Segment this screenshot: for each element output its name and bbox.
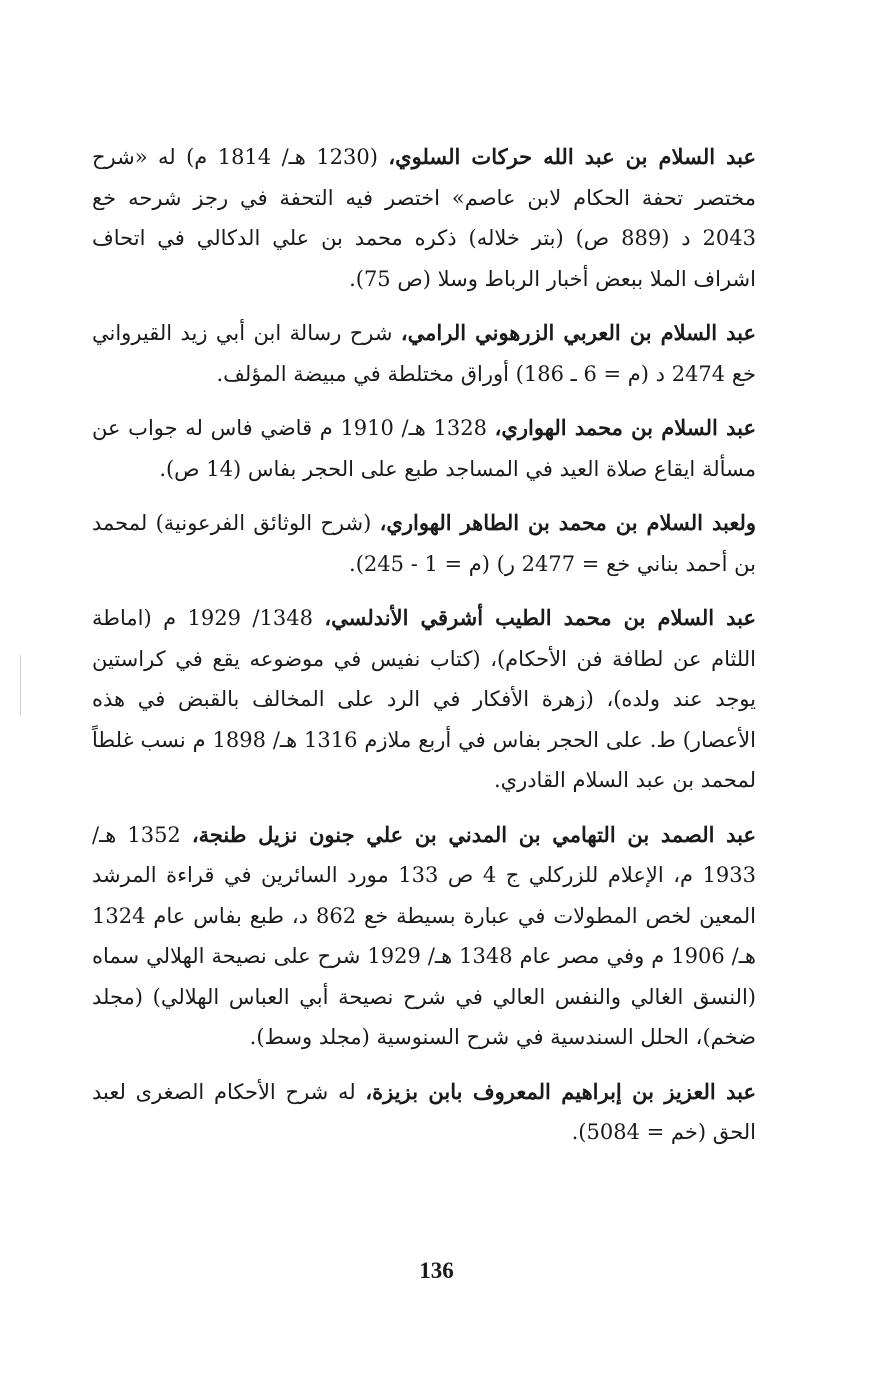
entry-2-body: شرح رسالة ابن أبي زيد القيرواني خع 2474 د (م = 6 ـ 186) أوراق مختلطة في مبيضة المؤلف.	[92, 321, 756, 386]
entry-3-body: 1328 هـ/ 1910 م قاضي فاس له جواب عن مسألة ايقاع صلاة العيد في المساجد طبع على الحجر بفاس (14 ص).	[92, 416, 756, 481]
entry-6-name: عبد الصمد بن التهامي بن المدني بن علي جنون نزيل طنجة،	[191, 821, 756, 847]
entry-7	[92, 1072, 756, 1153]
entry-2-name: عبد السلام بن العربي الزرهوني الرامي،	[400, 320, 756, 345]
entry-6-body: 1352 هـ/ 1933 م، الإعلام للزركلي ج 4 ص 133 مورد السائرين في قراءة المرشد المعين لخص المطولات في عبارة بسيطة خع 862 د، طبع بفاس عام 1324 هـ/ 1906 م وفي مصر عام 1348 هـ/ 1929 شرح على نصيحة الهلالي سماه (النسق الغالي والنفس العالي في شرح نصيحة أبي العباس الهلالي) (مجلد ضخم)، الحلل السندسية في شرح السنوسية (مجلد وسط).	[92, 822, 756, 1049]
entry-3	[92, 408, 756, 489]
entry-4-body: (شرح الوثائق الفرعونية) لمحمد بن أحمد بناني خع = 2477 ر) (م = 1 - 245).	[92, 511, 756, 576]
entries-column	[92, 137, 756, 1167]
entry-2	[92, 313, 756, 394]
entry-6	[92, 815, 756, 1058]
entry-5-body: 1348/ 1929 م (اماطة اللثام عن لطافة فن الأحكام)، (كتاب نفيس في موضوعه يقع في كراستين يوجد عند ولده)، (زهرة الأفكار في الرد على المخالف بالقبض في هذه الأعصار) ط. على الحجر بفاس في أربع ملازم 1316 هـ/ 1898 م نسب غلطاً لمحمد بن عبد السلام القادري.	[92, 606, 756, 792]
entry-5-name: عبد السلام بن محمد الطيب أشرقي الأندلسي،	[324, 605, 757, 630]
entry-3-name: عبد السلام بن محمد الهواري،	[494, 415, 756, 440]
entry-7-body: له شرح الأحكام الصغرى لعبد الحق (خم = 5084).	[92, 1079, 756, 1144]
entry-5	[92, 598, 756, 801]
entry-1-body: (1230 هـ/ 1814 م) له «شرح مختصر تحفة الحكام لابن عاصم» اختصر فيه التحفة في رجز شرحه خع 2043 د (889 ص) (بتر خلاله) ذكره محمد بن علي الدكالي في اتحاف اشراف الملا ببعض أخبار الرباط وسلا (ص 75).	[92, 145, 756, 291]
entry-4	[92, 503, 756, 584]
entry-7-name: عبد العزيز بن إبراهيم المعروف بابن بزيزة،	[365, 1078, 756, 1104]
entry-4-name: ولعبد السلام بن محمد بن الطاهر الهواري،	[379, 510, 757, 535]
entry-1-name: عبد السلام بن عبد الله حركات السلوي،	[388, 144, 757, 169]
entry-1	[92, 137, 756, 299]
page-number: 136	[419, 1258, 454, 1283]
margin-mark	[20, 655, 21, 715]
